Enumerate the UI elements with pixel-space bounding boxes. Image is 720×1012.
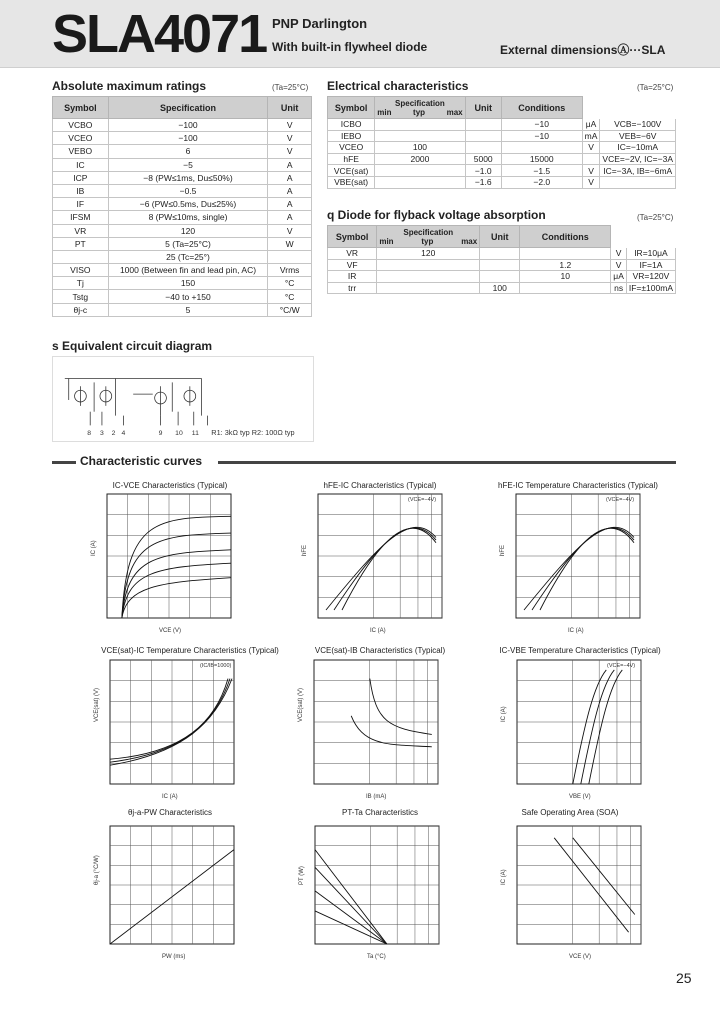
table-cell: 150 bbox=[108, 277, 268, 290]
table-cell: A bbox=[268, 211, 312, 224]
chart-title: VCE(sat)-IB Characteristics (Typical) bbox=[314, 646, 446, 655]
table-row bbox=[53, 145, 312, 158]
table-cell bbox=[465, 142, 501, 154]
chart-5 bbox=[497, 656, 651, 802]
y-axis-label: IC (A) bbox=[91, 540, 97, 556]
min-header: min bbox=[379, 236, 394, 246]
table-cell bbox=[268, 250, 312, 263]
table-cell: VISO bbox=[53, 264, 109, 277]
table-cell: mA bbox=[582, 130, 600, 142]
table-row bbox=[53, 264, 312, 277]
chart-4 bbox=[294, 656, 448, 802]
table-cell bbox=[465, 130, 501, 142]
table-cell: A bbox=[268, 184, 312, 197]
col-symbol: Symbol bbox=[53, 97, 109, 119]
curve-line bbox=[110, 679, 230, 763]
x-axis-label: VBE (V) bbox=[569, 794, 591, 800]
pin-label: 4 bbox=[121, 430, 126, 438]
x-axis-label: VCE (V) bbox=[159, 628, 182, 634]
y-axis-label: θj-a (°C/W) bbox=[94, 855, 100, 885]
table-cell bbox=[53, 250, 109, 263]
curve-line bbox=[122, 516, 231, 618]
table-cell: −8 (PW≤1ms, Du≤50%) bbox=[108, 171, 268, 184]
table-cell bbox=[582, 153, 600, 165]
table-row bbox=[53, 198, 312, 211]
x-axis-label: IC (A) bbox=[162, 794, 178, 800]
table-row bbox=[53, 303, 312, 316]
table-row bbox=[53, 290, 312, 303]
col-unit: Unit bbox=[465, 97, 501, 119]
table-cell: 120 bbox=[108, 224, 268, 237]
chart-title: IC-VCE Characteristics (Typical) bbox=[112, 481, 228, 490]
table-cell: IB bbox=[53, 184, 109, 197]
chart-3 bbox=[90, 656, 244, 802]
y-axis-label: hFE bbox=[302, 544, 308, 556]
chart-note: (VCE=−4V) bbox=[408, 497, 437, 503]
table-cell bbox=[377, 259, 480, 271]
col-spec: Specification bbox=[108, 97, 268, 119]
table-row bbox=[53, 158, 312, 171]
y-axis-label: hFE bbox=[500, 544, 506, 556]
chart-note: (IC/IB=1000) bbox=[200, 663, 232, 669]
table-cell: VCBO bbox=[53, 119, 109, 132]
table-cell: μA bbox=[582, 119, 600, 131]
table-cell: IR=10μA bbox=[626, 248, 675, 260]
abs-max-condition: (Ta=25°C) bbox=[272, 83, 309, 92]
table-cell: −10 bbox=[501, 130, 582, 142]
table-row bbox=[53, 224, 312, 237]
chart-note: (VCE=−4V) bbox=[607, 663, 636, 669]
table-cell: V bbox=[582, 176, 600, 188]
col-symbol: Symbol bbox=[328, 97, 375, 119]
table-cell: 5000 bbox=[465, 153, 501, 165]
chart-title: hFE-IC Temperature Characteristics (Typical) bbox=[498, 481, 658, 490]
max-header: max bbox=[446, 107, 463, 117]
col-symbol: Symbol bbox=[328, 226, 377, 248]
table-cell: 8 (PW≤10ms, single) bbox=[108, 211, 268, 224]
table-cell: IFSM bbox=[53, 211, 109, 224]
curve-line bbox=[581, 670, 614, 784]
model-number: SLA4071 bbox=[52, 4, 267, 64]
table-cell: ICP bbox=[53, 171, 109, 184]
table-cell bbox=[465, 119, 501, 131]
chart-title: PT-Ta Characteristics bbox=[341, 808, 419, 817]
table-cell bbox=[480, 271, 520, 283]
device-type: PNP Darlington bbox=[272, 16, 368, 31]
curve-line bbox=[532, 528, 634, 610]
external-dimensions: External dimensionsⒶ···SLA bbox=[500, 43, 666, 57]
chart-note: (VCE=−4V) bbox=[606, 497, 635, 503]
table-cell: VCEO bbox=[328, 142, 375, 154]
table-cell: V bbox=[268, 224, 312, 237]
curve-line bbox=[122, 578, 231, 618]
table-cell: V bbox=[582, 165, 600, 177]
table-cell: °C/W bbox=[268, 303, 312, 316]
table-row bbox=[328, 248, 676, 260]
table-cell: 5 bbox=[108, 303, 268, 316]
table-row bbox=[328, 165, 676, 177]
curve-line bbox=[122, 533, 231, 618]
chart-1 bbox=[298, 490, 452, 636]
table-cell: V bbox=[268, 119, 312, 132]
table-cell: VCE=−2V, IC=−3A bbox=[600, 153, 676, 165]
table-cell: 5 (Ta=25°C) bbox=[108, 237, 268, 250]
table-cell bbox=[377, 271, 480, 283]
device-feature: With built-in flywheel diode bbox=[272, 40, 428, 54]
chart-title: IC-VBE Temperature Characteristics (Typical) bbox=[499, 646, 661, 655]
table-cell: −100 bbox=[108, 132, 268, 145]
table-cell bbox=[600, 176, 676, 188]
table-cell: −1.6 bbox=[465, 176, 501, 188]
table-cell bbox=[375, 130, 465, 142]
section-rule-left bbox=[52, 461, 76, 464]
table-cell: IF=±100mA bbox=[626, 282, 675, 294]
table-cell bbox=[520, 248, 611, 260]
curve-line bbox=[122, 550, 231, 618]
curve-line bbox=[573, 838, 635, 915]
table-cell: 1.2 bbox=[520, 259, 611, 271]
typ-header: typ bbox=[413, 107, 426, 117]
table-cell: ICBO bbox=[328, 119, 375, 131]
table-cell: ns bbox=[611, 282, 627, 294]
table-cell: μA bbox=[611, 271, 627, 283]
elec-table bbox=[327, 96, 676, 189]
table-row bbox=[53, 132, 312, 145]
table-cell: °C bbox=[268, 290, 312, 303]
col-spec bbox=[377, 226, 480, 248]
table-cell: A bbox=[268, 198, 312, 211]
x-axis-label: PW (ms) bbox=[162, 954, 186, 960]
table-cell: 25 (Tc=25°) bbox=[108, 250, 268, 263]
table-cell: 1000 (Between fin and lead pin, AC) bbox=[108, 264, 268, 277]
table-cell: IC=−10mA bbox=[600, 142, 676, 154]
elec-condition: (Ta=25°C) bbox=[637, 83, 674, 92]
pin-label: 3 bbox=[99, 430, 104, 438]
table-row bbox=[328, 130, 676, 142]
table-cell: IR bbox=[328, 271, 377, 283]
curve-line bbox=[589, 670, 622, 784]
abs-max-table bbox=[52, 96, 312, 317]
curve-line bbox=[370, 679, 432, 735]
abs-max-title: Absolute maximum ratings bbox=[52, 79, 207, 93]
table-cell: IC bbox=[53, 158, 109, 171]
pin-label: 8 bbox=[87, 430, 92, 438]
table-cell: VEB=−6V bbox=[600, 130, 676, 142]
table-cell: −1.0 bbox=[465, 165, 501, 177]
x-axis-label: IC (A) bbox=[370, 628, 386, 634]
table-cell bbox=[375, 119, 465, 131]
table-cell: 6 bbox=[108, 145, 268, 158]
table-cell: trr bbox=[328, 282, 377, 294]
table-cell bbox=[480, 248, 520, 260]
table-cell bbox=[480, 259, 520, 271]
diode-table bbox=[327, 225, 676, 294]
table-row bbox=[53, 277, 312, 290]
table-cell: VR=120V bbox=[626, 271, 675, 283]
table-row bbox=[328, 119, 676, 131]
table-row bbox=[53, 250, 312, 263]
max-header: max bbox=[461, 236, 478, 246]
col-unit: Unit bbox=[480, 226, 520, 248]
table-cell bbox=[377, 282, 480, 294]
spec-header: Specification bbox=[403, 227, 454, 237]
table-cell: A bbox=[268, 171, 312, 184]
diode-title: q Diode for flyback voltage absorption bbox=[327, 208, 546, 222]
table-cell: 2000 bbox=[375, 153, 465, 165]
table-cell: −0.5 bbox=[108, 184, 268, 197]
curve-line bbox=[315, 867, 387, 944]
table-row bbox=[328, 176, 676, 188]
x-axis-label: IB (mA) bbox=[366, 794, 387, 800]
table-cell: hFE bbox=[328, 153, 375, 165]
table-cell: IF=1A bbox=[626, 259, 675, 271]
chart-0 bbox=[87, 490, 241, 636]
chart-8 bbox=[497, 822, 651, 962]
table-cell: Tstg bbox=[53, 290, 109, 303]
pin-label: 2 bbox=[111, 430, 116, 438]
table-cell: A bbox=[268, 158, 312, 171]
table-cell: −6 (PW≤0.5ms, Du≤25%) bbox=[108, 198, 268, 211]
pin-label: 10 bbox=[175, 430, 183, 438]
table-cell: V bbox=[268, 132, 312, 145]
table-row bbox=[328, 153, 676, 165]
chart-7 bbox=[295, 822, 449, 962]
table-cell bbox=[520, 282, 611, 294]
x-axis-label: VCE (V) bbox=[569, 954, 592, 960]
table-cell: Tj bbox=[53, 277, 109, 290]
table-cell: VF bbox=[328, 259, 377, 271]
table-cell: 10 bbox=[520, 271, 611, 283]
curve-line bbox=[315, 911, 387, 944]
table-cell: V bbox=[268, 145, 312, 158]
curve-line bbox=[315, 891, 387, 944]
table-cell: 120 bbox=[377, 248, 480, 260]
min-header: min bbox=[377, 107, 392, 117]
table-cell: 100 bbox=[375, 142, 465, 154]
pin-label: 9 bbox=[158, 430, 163, 438]
table-cell: W bbox=[268, 237, 312, 250]
x-axis-label: Ta (°C) bbox=[367, 954, 386, 960]
curve-line bbox=[334, 528, 436, 610]
table-cell: VR bbox=[53, 224, 109, 237]
chart-6 bbox=[90, 822, 244, 962]
table-cell: VEBO bbox=[53, 145, 109, 158]
diode-condition: (Ta=25°C) bbox=[637, 213, 674, 222]
table-row bbox=[53, 119, 312, 132]
table-cell: VR bbox=[328, 248, 377, 260]
curve-line bbox=[315, 850, 387, 944]
table-cell: −2.0 bbox=[501, 176, 582, 188]
circuit-title: s Equivalent circuit diagram bbox=[52, 339, 213, 353]
table-row bbox=[328, 259, 676, 271]
table-row bbox=[53, 184, 312, 197]
pin-label: 11 bbox=[191, 430, 199, 438]
chart-title: hFE-IC Characteristics (Typical) bbox=[323, 481, 437, 490]
elec-title: Electrical characteristics bbox=[327, 79, 469, 93]
table-cell: Vrms bbox=[268, 264, 312, 277]
table-row bbox=[328, 142, 676, 154]
table-cell: IC=−3A, IB=−6mA bbox=[600, 165, 676, 177]
equivalent-circuit-diagram bbox=[52, 356, 314, 442]
table-cell: −40 to +150 bbox=[108, 290, 268, 303]
resistor-note: R1: 3kΩ typ R2: 100Ω typ bbox=[211, 428, 295, 438]
header-band bbox=[0, 0, 720, 68]
table-cell bbox=[375, 176, 465, 188]
y-axis-label: IC (A) bbox=[501, 869, 507, 885]
table-cell bbox=[375, 165, 465, 177]
table-cell: IEBO bbox=[328, 130, 375, 142]
table-cell: −5 bbox=[108, 158, 268, 171]
table-cell: θj-c bbox=[53, 303, 109, 316]
table-cell: 100 bbox=[480, 282, 520, 294]
table-cell: VBE(sat) bbox=[328, 176, 375, 188]
table-cell: 15000 bbox=[501, 153, 582, 165]
table-row bbox=[328, 282, 676, 294]
table-cell bbox=[501, 142, 582, 154]
table-row bbox=[53, 237, 312, 250]
table-cell: −100 bbox=[108, 119, 268, 132]
chart-title: θj-a-PW Characteristics bbox=[127, 808, 212, 817]
chart-title: Safe Operating Area (SOA) bbox=[521, 808, 619, 817]
curve-line bbox=[351, 716, 432, 747]
col-unit: Unit bbox=[268, 97, 312, 119]
table-cell: V bbox=[611, 248, 627, 260]
table-cell: −10 bbox=[501, 119, 582, 131]
col-spec bbox=[375, 97, 465, 119]
page-number: 25 bbox=[676, 970, 692, 986]
section-rule-right bbox=[218, 461, 676, 464]
table-cell: IF bbox=[53, 198, 109, 211]
table-cell: V bbox=[582, 142, 600, 154]
table-cell: VCB=−100V bbox=[600, 119, 676, 131]
table-row bbox=[53, 211, 312, 224]
table-cell: VCE(sat) bbox=[328, 165, 375, 177]
y-axis-label: PT (W) bbox=[299, 866, 305, 885]
table-row bbox=[53, 171, 312, 184]
spec-header: Specification bbox=[395, 98, 445, 108]
chart-2 bbox=[496, 490, 650, 636]
y-axis-label: IC (A) bbox=[501, 706, 507, 722]
table-cell: °C bbox=[268, 277, 312, 290]
y-axis-label: VCE(sat) (V) bbox=[94, 687, 100, 722]
typ-header: typ bbox=[421, 236, 434, 246]
table-row bbox=[328, 271, 676, 283]
chart-title: VCE(sat)-IC Temperature Characteristics (Typical) bbox=[101, 646, 279, 655]
col-conditions: Conditions bbox=[520, 226, 611, 248]
y-axis-label: VCE(sat) (V) bbox=[298, 687, 304, 722]
table-cell: VCEO bbox=[53, 132, 109, 145]
x-axis-label: IC (A) bbox=[568, 628, 584, 634]
col-conditions: Conditions bbox=[501, 97, 582, 119]
table-cell: PT bbox=[53, 237, 109, 250]
table-cell: V bbox=[611, 259, 627, 271]
table-cell: −1.5 bbox=[501, 165, 582, 177]
curves-title: Characteristic curves bbox=[80, 454, 203, 468]
